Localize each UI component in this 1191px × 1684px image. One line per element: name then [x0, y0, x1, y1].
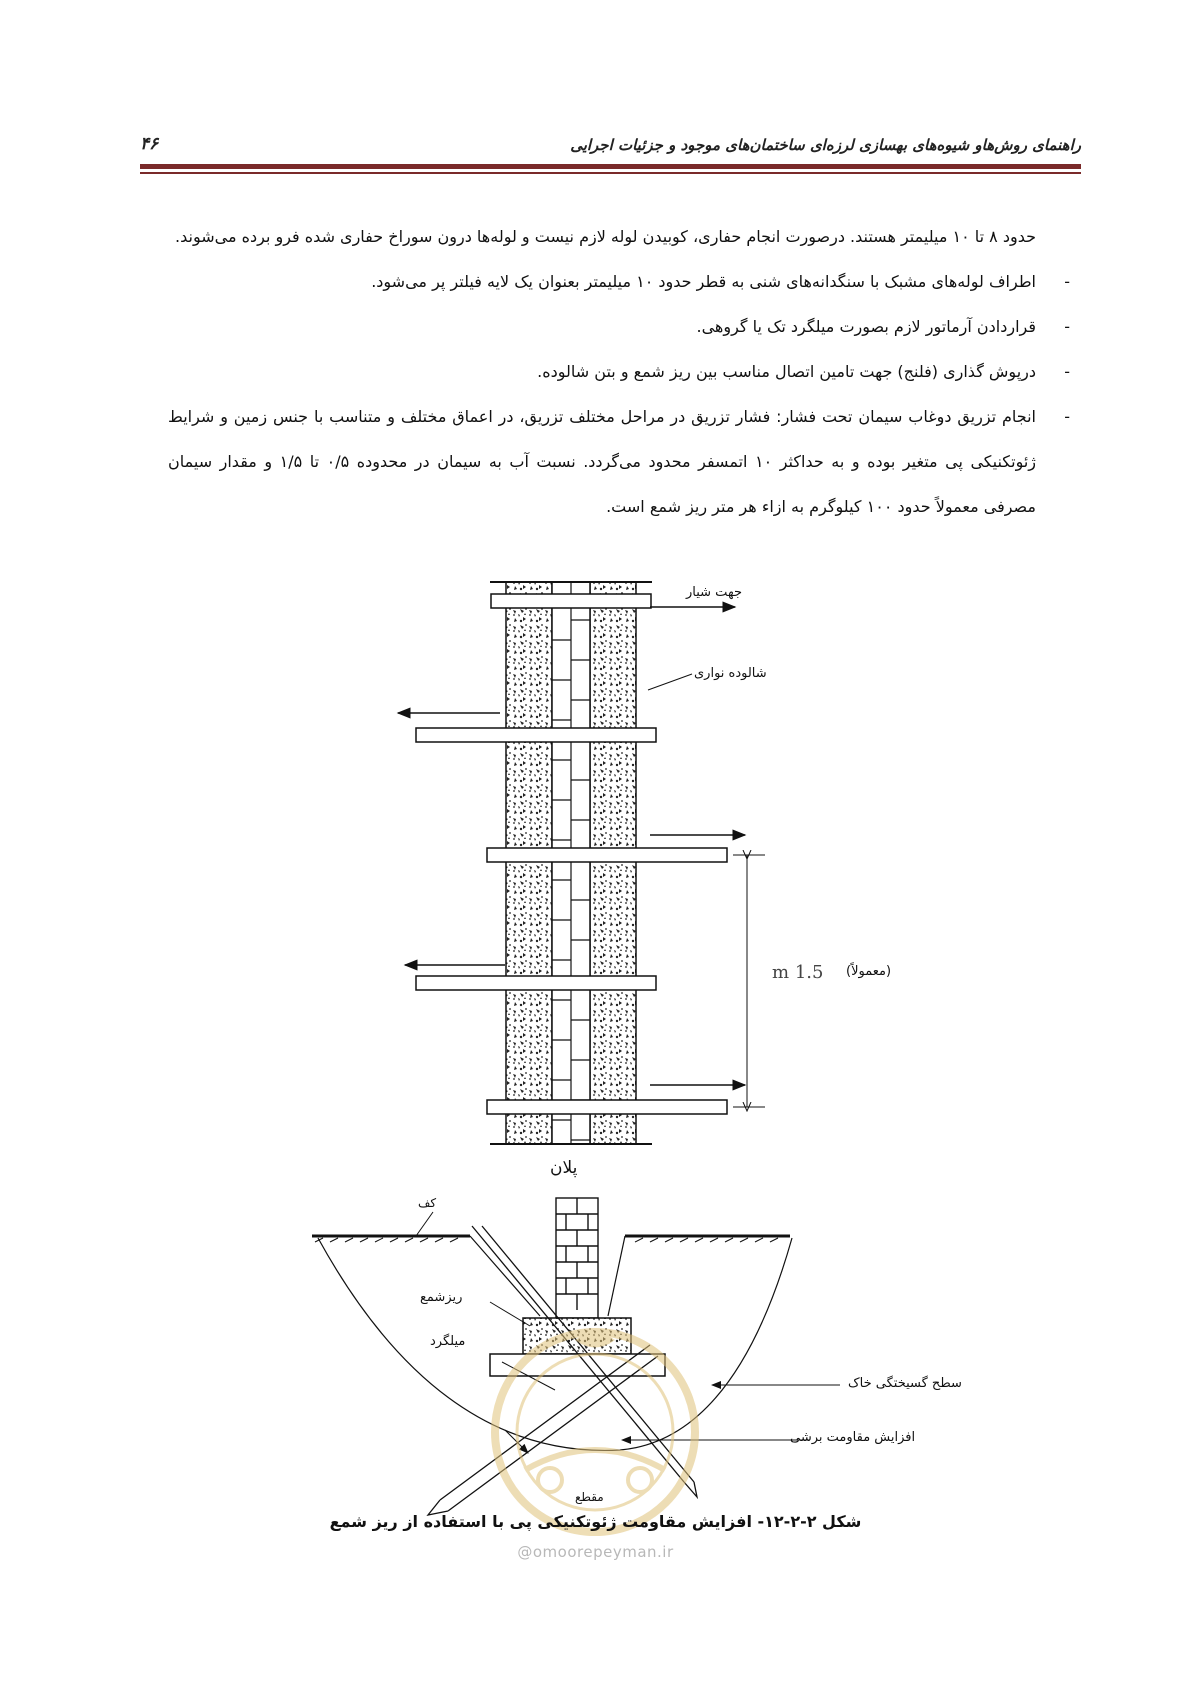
paragraph: حدود ۸ تا ۱۰ میلیمتر هستند. درصورت انجام حفاری، کوبیدن لوله لازم نیست و لوله‌ها درون سوراخ حفاری شده فرو برده می‌شوند. — [175, 227, 1036, 246]
bullet-item — [146, 349, 1070, 394]
dimension-note: (معمولاً) — [846, 964, 892, 979]
section-footing-base — [490, 1354, 665, 1376]
failure-surface — [318, 1238, 792, 1450]
header-rule — [140, 164, 1081, 169]
header-rule-thin — [140, 172, 1081, 174]
label-slope-direction: جهت شیار — [686, 585, 742, 600]
bullet-item — [146, 394, 1070, 529]
bullet-text: انجام تزریق دوغاب سیمان تحت فشار: فشار تزریق در مراحل مختلف تزریق، در اعماق مختلف و متناسب با جنس زمین و شرایط ژئوتکنیکی پی متغیر بوده و به حداکثر ۱۰ اتمسفر محدود می‌گردد. نسبت آب به سیمان در محدوده ۰/۵ تا ۱/۵ و مقدار سیمان مصرفی معمولاً حدود ۱۰۰ کیلوگرم به ازاء هر متر ریز شمع است. — [168, 407, 1037, 516]
label-strip-footing: شالوده نواری — [694, 666, 767, 681]
plan-title: پلان — [550, 1158, 578, 1178]
page-header — [140, 128, 1081, 168]
figure-caption: شکل ۲-۲-۱۲- افزایش مقاومت ژئوتکنیکی پی با استفاده از ریز شمع — [329, 1512, 862, 1531]
bullet-marker: - — [1064, 317, 1070, 336]
concrete-strip-right — [590, 582, 636, 1144]
direction-arrows — [398, 607, 745, 1085]
label-failure-surface: سطح گسیختگی خاک — [848, 1376, 962, 1391]
section-footing — [523, 1318, 631, 1354]
section-brick-wall — [556, 1198, 598, 1318]
label-rebar: میلگرد — [430, 1334, 466, 1349]
concrete-strip-left — [506, 582, 552, 1144]
brick-joints — [552, 582, 590, 1144]
page-number: ۴۶ — [140, 134, 159, 154]
bullet-marker: - — [1064, 362, 1070, 381]
bullet-text: قراردادن آرماتور لازم بصورت میلگرد تک یا گروهی. — [696, 317, 1036, 336]
dimension-value: 1.5 m — [772, 962, 824, 983]
label-floor: کف — [418, 1196, 437, 1210]
section-leaders — [416, 1212, 840, 1453]
watermark-text: @omoorepeyman.ir — [517, 1543, 674, 1561]
label-micropile: ریزشمع — [420, 1290, 463, 1305]
bullet-text: اطراف لوله‌های مشبک با سنگدانه‌های شنی به قطر حدود ۱۰ میلیمتر بعنوان یک لایه فیلتر پر می‌شود. — [371, 272, 1036, 291]
bullet-item — [146, 304, 1070, 349]
bullet-marker: - — [1064, 272, 1070, 291]
micropile-plates — [416, 594, 727, 1114]
section-micropiles — [428, 1226, 697, 1515]
header-title: راهنمای روش‌هاو شیوه‌های بهسازی لرزه‌ای ساختمان‌های موجود و جزئیات اجرایی — [570, 136, 1081, 154]
label-shear-increase: افزایش مقاومت برشی — [790, 1430, 916, 1445]
section-view — [312, 1198, 840, 1515]
body-text — [146, 214, 1070, 529]
bullet-item — [146, 259, 1070, 304]
section-title: مقطع — [575, 1490, 604, 1504]
bullet-marker: - — [1064, 407, 1070, 426]
bullet-text: درپوش گذاری (فلنج) جهت تامین اتصال مناسب بین ریز شمع و بتن شالوده. — [537, 362, 1036, 381]
brick-wall — [552, 582, 590, 1144]
dimension-line — [733, 855, 765, 1107]
